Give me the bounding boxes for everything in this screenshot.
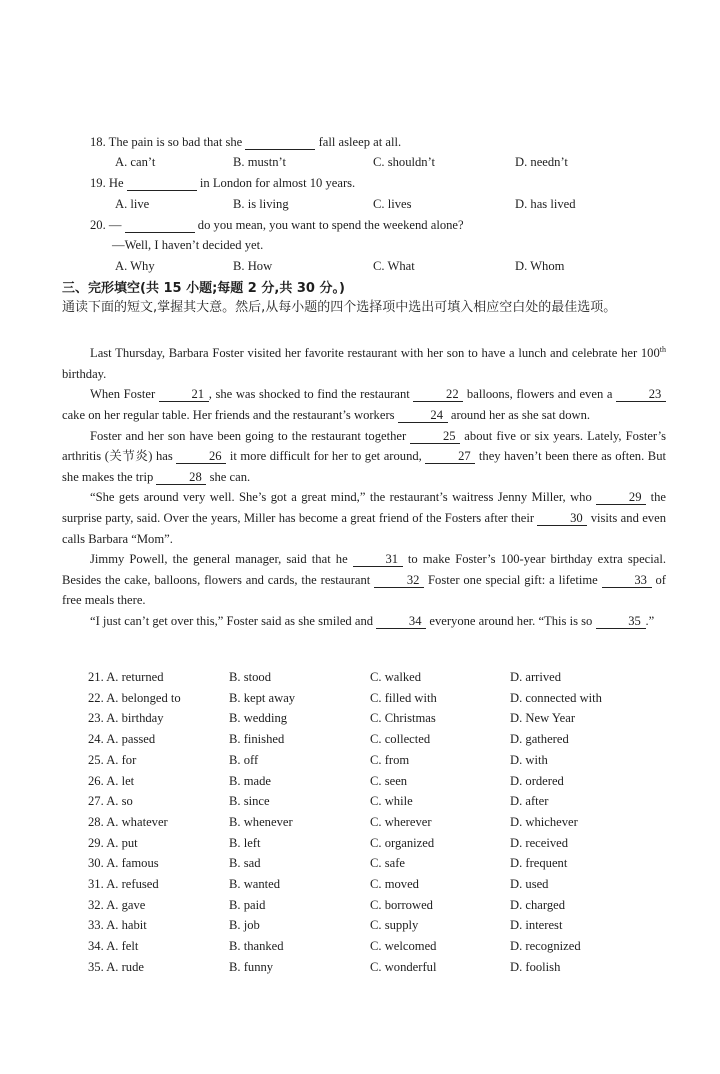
blank-26: 26	[176, 449, 226, 464]
cloze-option-25-a: 25. A. for	[88, 752, 137, 767]
cloze-option-28-b: B. whenever	[229, 814, 293, 829]
cloze-option-34-d: D. recognized	[510, 939, 581, 954]
cloze-option-22-a: 22. A. belonged to	[88, 690, 181, 705]
cloze-option-32-b: B. paid	[229, 897, 266, 912]
section-heading: 三、完形填空(共 15 小题;每题 2 分,共 30 分。)	[62, 281, 345, 296]
cloze-option-26-a: 26. A. let	[88, 773, 135, 788]
cloze-option-22-d: D. connected with	[510, 690, 602, 705]
cloze-option-23-c: C. Christmas	[370, 711, 436, 726]
cloze-option-28-d: D. whichever	[510, 814, 578, 829]
cloze-option-33-d: D. interest	[510, 918, 563, 933]
option-a: A. live	[115, 197, 150, 211]
cloze-option-30-b: B. sad	[229, 856, 261, 871]
cloze-option-35-d: D. foolish	[510, 959, 561, 974]
cloze-option-28-c: C. wherever	[370, 814, 432, 829]
option-c: C. lives	[373, 197, 412, 211]
blank-21: 21	[159, 387, 209, 402]
cloze-option-29-c: C. organized	[370, 835, 435, 850]
cloze-option-27-b: B. since	[229, 794, 270, 809]
answer-blank	[245, 135, 315, 150]
question-20-reply: —Well, I haven’t decided yet.	[112, 238, 264, 252]
cloze-option-27-d: D. after	[510, 794, 549, 809]
cloze-passage	[62, 340, 666, 632]
blank-30: 30	[537, 511, 587, 526]
blank-24: 24	[398, 408, 448, 423]
cloze-option-33-c: C. supply	[370, 918, 419, 933]
question-20-stem	[90, 217, 694, 234]
cloze-option-34-b: B. thanked	[229, 939, 284, 954]
blank-25: 25	[410, 429, 460, 444]
superscript: th	[659, 345, 666, 354]
cloze-option-26-c: C. seen	[370, 773, 408, 788]
paragraph-1	[62, 340, 666, 384]
paragraph-5: Jimmy Powell, the general manager, said that he 31 to make Foster’s 100-year birthday extra special. Besides the cake, balloons, flowers and cards, the restaurant 32 Foster one special gift: a lifetime 33 of free meals there.	[62, 552, 667, 608]
cloze-option-24-a: 24. A. passed	[88, 732, 156, 747]
cloze-option-31-b: B. wanted	[229, 877, 281, 891]
paragraph-6: “I just can’t get over this,” Foster said as she smiled and 34 everyone around her. “This is so 35 .”	[90, 613, 655, 628]
cloze-option-28-a: 28. A. whatever	[88, 814, 168, 829]
cloze-option-21-c: C. walked	[370, 670, 422, 684]
question-19-stem	[90, 175, 694, 192]
question-18-stem	[90, 134, 694, 151]
blank-33: 33	[602, 573, 652, 588]
cloze-option-21-a: 21. A. returned	[88, 670, 164, 684]
option-b: B. How	[233, 259, 273, 273]
cloze-option-33-a: 33. A. habit	[88, 918, 147, 933]
option-b: B. mustn’t	[233, 155, 286, 169]
cloze-option-21-d: D. arrived	[510, 670, 562, 684]
cloze-option-26-b: B. made	[229, 773, 271, 788]
cloze-option-32-c: C. borrowed	[370, 897, 433, 912]
cloze-option-22-b: B. kept away	[229, 690, 296, 705]
cloze-option-25-b: B. off	[229, 752, 259, 767]
cloze-option-22-c: C. filled with	[370, 690, 437, 705]
cloze-option-26-d: D. ordered	[510, 773, 564, 788]
cloze-option-23-b: B. wedding	[229, 711, 288, 726]
blank-23: 23	[616, 387, 666, 402]
cloze-option-32-a: 32. A. gave	[88, 897, 146, 912]
option-b: B. is living	[233, 197, 289, 211]
cloze-option-25-d: D. with	[510, 752, 548, 767]
section-instruction: 通读下面的短文,掌握其大意。然后,从每小题的四个选择项中选出可填入相应空白处的最佳选项。	[62, 300, 617, 315]
cloze-option-32-d: D. charged	[510, 897, 566, 912]
cloze-option-31-c: C. moved	[370, 877, 419, 891]
cloze-option-27-a: 27. A. so	[88, 794, 133, 809]
paragraph-3: Foster and her son have been going to the restaurant together 25 about five or six years. Lately, Foster’s arthritis (关节炎) has 26 it more difficult for her to get around, 27 they haven’t been there as often. But she makes the trip 28 she can.	[62, 428, 666, 484]
cloze-option-31-a: 31. A. refused	[88, 877, 159, 891]
blank-29: 29	[596, 490, 646, 505]
option-c: C. What	[373, 259, 415, 273]
blank-35: 35	[596, 614, 646, 629]
cloze-option-33-b: B. job	[229, 918, 260, 933]
cloze-option-27-c: C. while	[370, 794, 413, 809]
cloze-option-34-a: 34. A. felt	[88, 939, 139, 954]
blank-34: 34	[376, 614, 426, 629]
option-a: A. can’t	[115, 155, 156, 169]
stem-post: do you mean, you want to spend the weekend alone?	[197, 218, 464, 232]
cloze-option-24-d: D. gathered	[510, 732, 569, 747]
cloze-option-23-a: 23. A. birthday	[88, 711, 164, 726]
stem-post: in London for almost 10 years.	[199, 176, 356, 190]
stem-pre: 19. He	[90, 176, 124, 190]
cloze-option-25-c: C. from	[370, 752, 410, 767]
cloze-option-24-b: B. finished	[229, 732, 285, 747]
cloze-option-35-c: C. wonderful	[370, 959, 437, 974]
cloze-option-31-d: D. used	[510, 877, 549, 891]
option-d: D. needn’t	[515, 155, 568, 169]
option-c: C. shouldn’t	[373, 155, 436, 169]
stem-pre: 20. —	[90, 218, 122, 232]
cloze-option-29-a: 29. A. put	[88, 835, 138, 850]
stem-pre: 18. The pain is so bad that she	[90, 135, 243, 149]
blank-28: 28	[156, 470, 206, 485]
stem-post: fall asleep at all.	[318, 135, 402, 149]
paragraph-2: When Foster 21 , she was shocked to find the restaurant 22 balloons, flowers and even a 23 cake on her regular table. Her friends and the restaurant’s workers 24 around her as she sat down.	[62, 384, 666, 425]
cloze-option-30-c: C. safe	[370, 856, 405, 871]
cloze-option-24-c: C. collected	[370, 732, 431, 747]
blank-32: 32	[374, 573, 424, 588]
paragraph-4: “She gets around very well. She’s got a great mind,” the restaurant’s waitress Jenny Miller, who 29 the surprise party, said. Over the years, Miller has become a great friend of the Fosters after their 30 visits and even calls Barbara “Mom”.	[62, 490, 667, 546]
option-d: D. Whom	[515, 259, 565, 273]
blank-22: 22	[413, 387, 463, 402]
cloze-option-34-c: C. welcomed	[370, 939, 437, 954]
blank-31: 31	[353, 552, 403, 567]
cloze-option-35-a: 35. A. rude	[88, 959, 144, 974]
cloze-option-29-d: D. received	[510, 835, 569, 850]
blank-27: 27	[425, 449, 475, 464]
answer-blank	[125, 218, 195, 233]
paragraph-text: birthday.	[62, 366, 107, 381]
answer-blank	[127, 176, 197, 191]
paragraph-text: Last Thursday, Barbara Foster visited her favorite restaurant with her son to have a lunch and celebrate her 100	[90, 346, 660, 361]
cloze-option-30-a: 30. A. famous	[88, 856, 159, 871]
cloze-option-21-b: B. stood	[229, 670, 271, 684]
cloze-option-35-b: B. funny	[229, 959, 274, 974]
option-d: D. has lived	[515, 197, 576, 211]
cloze-option-30-d: D. frequent	[510, 856, 568, 871]
option-a: A. Why	[115, 259, 155, 273]
cloze-option-29-b: B. left	[229, 835, 261, 850]
cloze-option-23-d: D. New Year	[510, 711, 576, 726]
